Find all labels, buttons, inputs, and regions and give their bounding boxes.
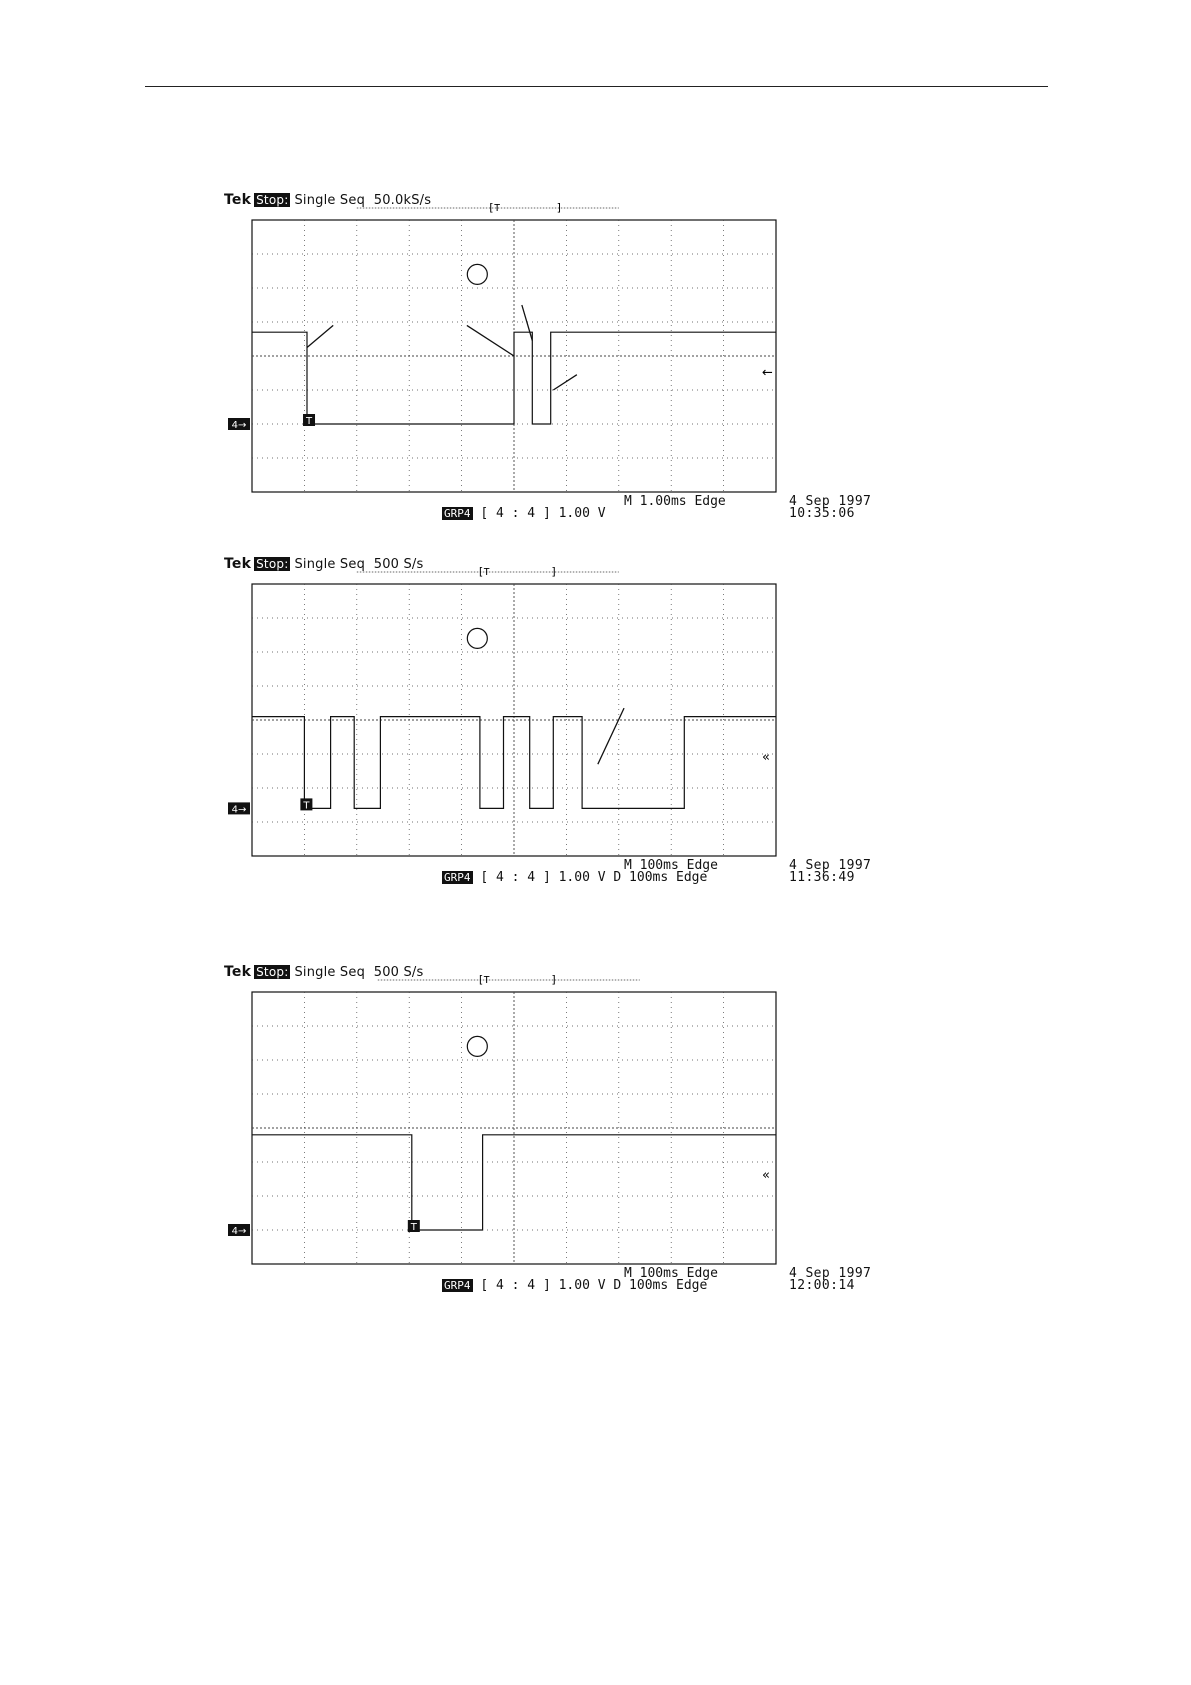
channel-ground-label: 4→ <box>231 1226 247 1237</box>
record-trigger-marker: T <box>483 975 490 986</box>
annotation-pointer <box>522 305 532 341</box>
waveform-plot <box>224 964 904 1294</box>
mode-label: Single Seq <box>294 557 366 572</box>
trigger-level-marker: « <box>762 1168 770 1183</box>
waveform-trace <box>252 717 776 812</box>
trigger-point-label: T <box>303 800 310 812</box>
annotation-circle <box>467 628 487 648</box>
timestamp <box>789 496 871 520</box>
annotation-pointer <box>307 325 333 347</box>
scope-capture-1 <box>224 192 904 522</box>
timestamp <box>789 1268 871 1292</box>
capture-time: 11:36:49 <box>789 870 855 885</box>
page-rule <box>145 86 1048 87</box>
capture-date: 4 Sep 1997 <box>789 858 872 873</box>
timebase-line2: D 100ms Edge <box>613 870 708 885</box>
annotation-circle <box>467 1036 487 1056</box>
waveform-plot <box>224 192 904 522</box>
channel-ground-label: 4→ <box>231 804 247 816</box>
capture-date: 4 Sep 1997 <box>789 494 872 509</box>
scope-capture-2 <box>224 556 904 886</box>
stop-badge: Stop: <box>256 965 289 979</box>
stop-badge: Stop: <box>256 193 289 207</box>
trigger-level-marker: « <box>762 749 770 765</box>
scope-capture-3 <box>224 964 904 1294</box>
record-trigger-marker: T <box>494 203 501 214</box>
mode-label: Single Seq <box>294 193 366 208</box>
vertical-readout: [ 4 : 4 ] 1.00 V <box>480 506 606 521</box>
record-bracket-left: [ <box>477 973 484 986</box>
annotation-pointer <box>598 708 624 764</box>
capture-time: 12:00:14 <box>789 1278 855 1293</box>
waveform-plot <box>224 556 904 886</box>
trigger-point-label: T <box>410 1222 417 1233</box>
timebase-line1: M 100ms Edge <box>624 858 718 873</box>
grp-badge: GRP4 <box>444 871 471 884</box>
sample-rate: 500 S/s <box>373 557 424 572</box>
sample-rate: 500 S/s <box>373 965 424 980</box>
timestamp <box>789 860 871 884</box>
timebase-line1: M 100ms Edge <box>624 1266 718 1281</box>
trigger-point-label: T <box>305 416 313 427</box>
vertical-readout: [ 4 : 4 ] 1.00 V <box>480 1278 606 1293</box>
timebase-line1: M 1.00ms Edge <box>624 494 726 509</box>
timebase-line2: D 100ms Edge <box>613 1278 708 1293</box>
annotation-pointer <box>553 375 577 390</box>
annotation-circle <box>467 264 487 284</box>
record-bracket-right: ] <box>550 565 558 578</box>
record-bracket-right: ] <box>555 201 563 214</box>
brand: Tek <box>224 556 252 572</box>
capture-time: 10:35:06 <box>789 506 855 521</box>
scope-footer <box>442 1268 718 1292</box>
grp-badge: GRP4 <box>444 1279 471 1292</box>
waveform-trace <box>252 332 776 424</box>
record-bracket-left: [ <box>477 565 484 578</box>
grp-badge: GRP4 <box>444 507 471 520</box>
record-trigger-marker: T <box>483 567 490 578</box>
stop-badge: Stop: <box>256 557 289 571</box>
record-bracket-left: [ <box>487 201 495 214</box>
channel-ground-label: 4→ <box>231 420 247 431</box>
brand: Tek <box>224 964 252 980</box>
scope-footer <box>442 860 718 884</box>
annotation-pointer <box>467 325 514 356</box>
scope-footer <box>442 496 726 520</box>
brand: Tek <box>224 192 252 208</box>
capture-date: 4 Sep 1997 <box>789 1266 872 1281</box>
sample-rate: 50.0kS/s <box>373 193 432 208</box>
vertical-readout: [ 4 : 4 ] 1.00 V <box>480 870 606 885</box>
trigger-level-marker: ← <box>762 365 773 381</box>
record-bracket-right: ] <box>550 973 558 986</box>
mode-label: Single Seq <box>294 965 366 980</box>
